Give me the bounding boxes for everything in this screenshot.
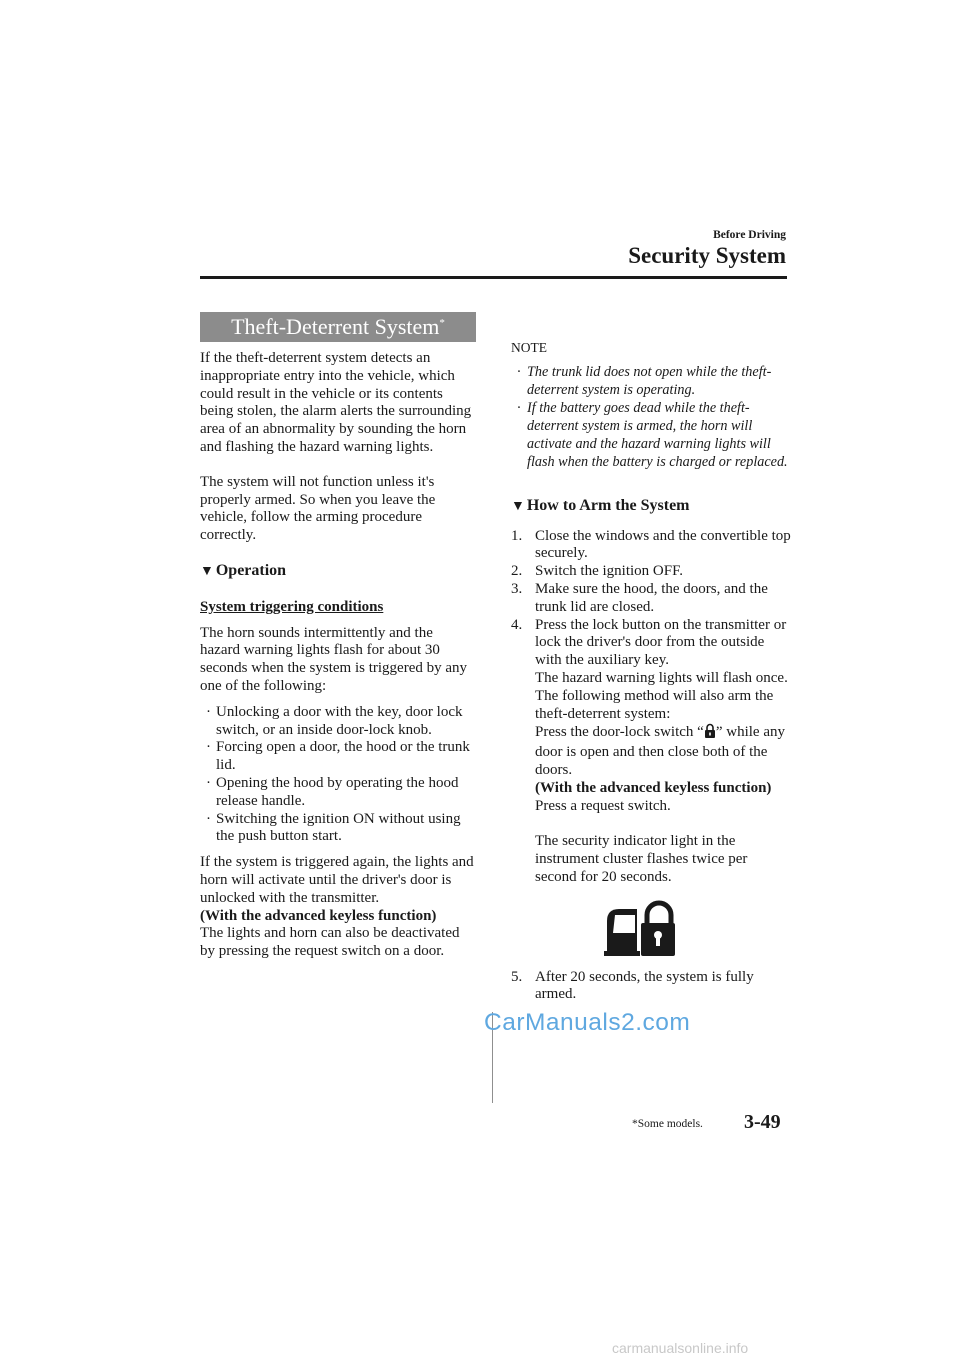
right-column: [511, 339, 791, 1004]
watermark: CarManuals2.com: [484, 1009, 691, 1036]
note-item: [511, 399, 791, 471]
step-number: 5.: [511, 968, 523, 985]
section-banner: [200, 312, 476, 342]
note-item: [511, 363, 791, 399]
bullet-dot: ·: [517, 399, 521, 416]
list-item: [200, 775, 476, 811]
step-4-flash: The hazard warning lights will flash once.: [535, 669, 788, 686]
door-lock-icon: [704, 723, 716, 744]
banner-text: Theft-Deterrent System: [231, 314, 440, 339]
step-item: [511, 581, 791, 617]
step-number: 1.: [511, 527, 523, 544]
step-text: Press the lock button on the transmitter or lock the driver's door from the outside with the auxiliary key.: [535, 616, 787, 669]
bullet-dot: ·: [517, 363, 521, 380]
trigger-list: [200, 704, 476, 846]
list-item-text: Switching the ignition ON without using the push button start.: [216, 810, 461, 845]
banner-mark: *: [439, 317, 445, 329]
intro-paragraph: If the theft-deterrent system detects an inappropriate entry into the vehicle, which could result in the vehicle or its contents being stolen, the alarm alerts the surrounding area of an abnormality by sounding the horn and flashing the hazard warning lights.: [200, 350, 472, 455]
operation-heading-text: Operation: [215, 561, 287, 579]
security-indicator-icon: [603, 899, 675, 957]
step-item: [511, 528, 791, 564]
list-item-text: Unlocking a door with the key, door lock switch, or an inside door-lock knob.: [216, 703, 463, 738]
operation-heading: [200, 562, 476, 581]
page-number: 3-49: [744, 1111, 781, 1133]
list-item-text: Opening the hood by operating the hood release handle.: [216, 774, 459, 809]
footnote-some-models: *Some models.: [632, 1118, 703, 1130]
trigger-heading: System triggering conditions: [200, 598, 384, 615]
trigger-paragraph: The horn sounds intermittently and the hazard warning lights flash for about 30 seconds when the system is triggered by any one of the following:: [200, 624, 468, 694]
spacer: [511, 815, 791, 833]
bullet-dot: ·: [206, 774, 211, 791]
step-4-advanced-label: (With the advanced keyless function): [535, 779, 772, 796]
triangle-icon: ▼: [511, 498, 525, 514]
list-item: [200, 811, 476, 847]
arm-heading-text: How to Arm the System: [526, 496, 690, 514]
bullet-dot: ·: [206, 703, 211, 720]
step-text: After 20 seconds, the system is fully armed.: [535, 968, 754, 1003]
arming-paragraph: The system will not function unless it's properly armed. So when you leave the vehicle, follow the arming procedure correctly.: [200, 473, 436, 544]
press-text-b: ” while any door is open and then close both of the doors.: [535, 724, 785, 778]
step-text: Switch the ignition OFF.: [535, 563, 683, 580]
press-text-a: Press the door-lock switch “: [535, 724, 704, 741]
site-watermark: carmanualsonline.info: [612, 1340, 749, 1356]
step-4-press: [511, 723, 791, 779]
list-item: [200, 704, 476, 740]
note-label: NOTE: [511, 340, 547, 355]
bullet-dot: ·: [206, 739, 211, 756]
step-4-indicator: The security indicator light in the instrument cluster flashes twice per second for 20 seconds.: [535, 833, 748, 885]
step-4-advanced-text: Press a request switch.: [535, 797, 671, 814]
advanced-keyless-paragraph: The lights and horn can also be deactivated by pressing the request switch on a door.: [200, 925, 460, 960]
step-4-method: The following method will also arm the theft-deterrent system:: [535, 687, 774, 722]
header-rule: [200, 276, 787, 279]
note-text: If the battery goes dead while the theft-deterrent system is armed, the horn will activate and the hazard warning lights will flash when the battery is charged or replaced.: [527, 399, 788, 470]
step-item: [511, 617, 791, 670]
list-item-text: Forcing open a door, the hood or the trunk lid.: [216, 739, 470, 774]
left-column: [200, 312, 476, 978]
page-title: Security System: [628, 243, 786, 268]
section-label: Before Driving: [713, 229, 786, 241]
step-item: [511, 563, 791, 581]
note-text: The trunk lid does not open while the theft-deterrent system is operating.: [527, 363, 772, 398]
step-number: 2.: [511, 563, 523, 580]
step-text: Make sure the hood, the doors, and the trunk lid are closed.: [535, 580, 768, 615]
list-item: [200, 739, 476, 775]
arm-heading: [511, 497, 791, 516]
step-item: [511, 969, 791, 1005]
step-number: 3.: [511, 580, 523, 597]
advanced-keyless-label: (With the advanced keyless function): [200, 907, 437, 924]
step-text: Close the windows and the convertible top securely.: [535, 527, 791, 562]
step-number: 4.: [511, 616, 523, 633]
triangle-icon: ▼: [200, 563, 214, 579]
bullet-dot: ·: [206, 810, 211, 827]
retrigger-paragraph: If the system is triggered again, the lights and horn will activate until the driver's door is unlocked with the transmitter.: [200, 854, 474, 906]
